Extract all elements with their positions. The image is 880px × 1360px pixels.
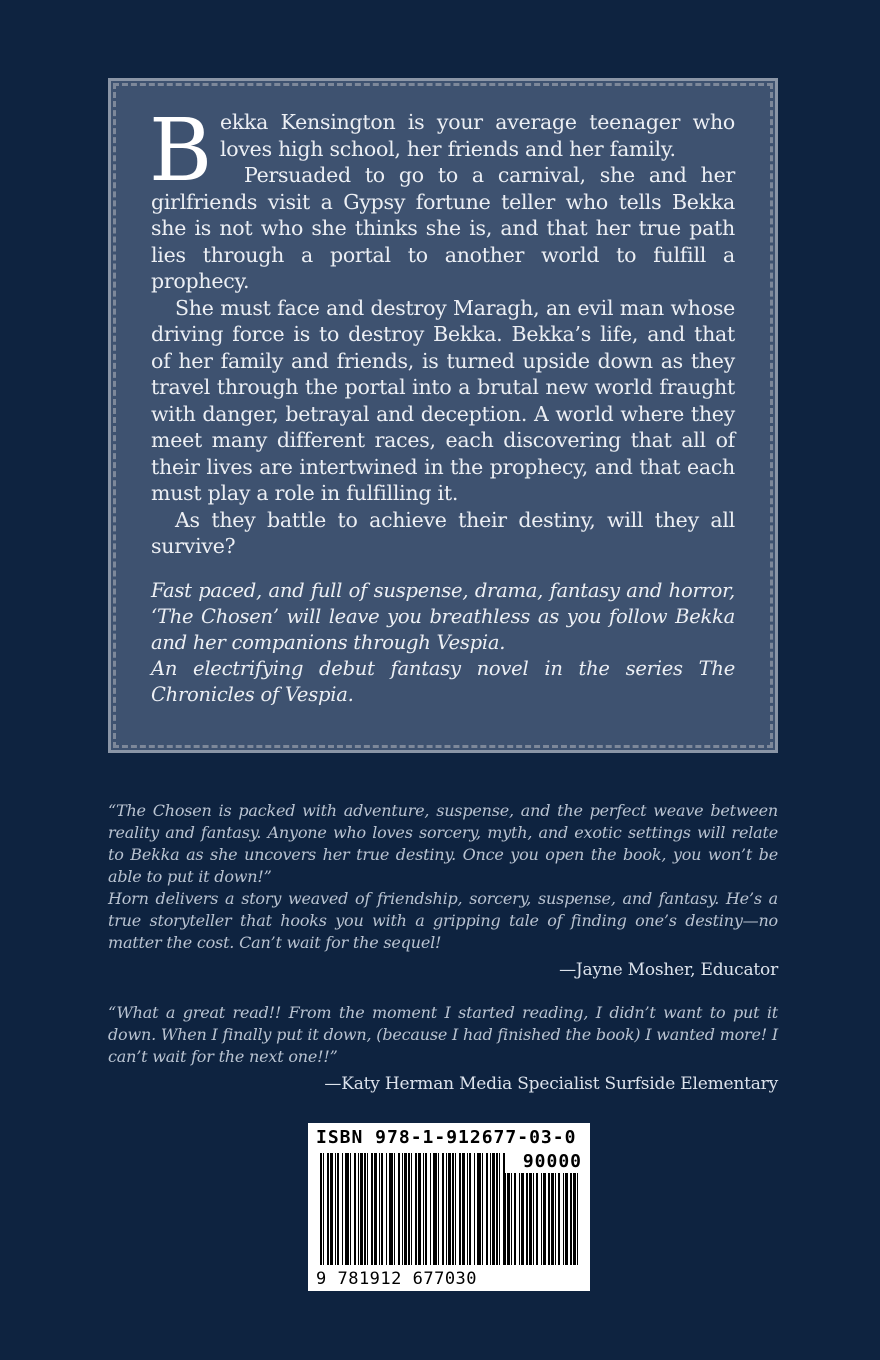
isbn-label: ISBN 978-1-912677-03-0 <box>316 1127 577 1148</box>
barcode-bar <box>423 1153 424 1265</box>
barcode-bar <box>482 1153 483 1265</box>
barcode-bar <box>337 1153 339 1265</box>
barcode-bar <box>474 1153 475 1265</box>
barcode-bar <box>573 1173 576 1265</box>
review-2-attribution: —Katy Herman Media Specialist Surfside Elementary <box>324 1074 778 1094</box>
barcode-bar <box>446 1153 447 1265</box>
barcode-bar <box>418 1153 421 1265</box>
barcode-bar <box>496 1153 498 1265</box>
review-2-text: “What a great read!! From the moment I started reading, I didn’t want to put it down. When I finally put it down, (because I had finished the book) I wanted more! I can’t wait for the next one!!” <box>108 1003 778 1066</box>
barcode-bar <box>411 1153 412 1265</box>
barcode-bar <box>354 1153 356 1265</box>
barcode-bar <box>323 1153 324 1265</box>
barcode-bar <box>514 1173 516 1265</box>
barcode-bar <box>551 1173 554 1265</box>
barcode-bar <box>394 1153 395 1265</box>
barcode-bar <box>335 1153 336 1265</box>
blurb-paragraph-3: She must face and destroy Maragh, an evil man whose driving force is to destroy Bekka. Bekka’s life, and that of her family and friends, is turned upside down as they travel through the portal into a brutal new world fraught with danger, betrayal and deception. A world where they meet many different races, each discovering that all of their lives are intertwined in the prophecy, and that each must play a role in fulfilling it. <box>151 295 735 505</box>
review-1-text-1: “The Chosen is packed with adventure, suspense, and the perfect weave between reality and fantasy. Anyone who loves sorcery, myth, and exotic settings will relate to Bekka as she uncovers her true destiny. Once you open the book, you won’t be able to put it down!” <box>108 801 778 886</box>
barcode-bar <box>504 1173 506 1265</box>
barcode-bar <box>360 1153 363 1265</box>
blurb-panel <box>108 78 778 753</box>
barcode-bar <box>327 1153 329 1265</box>
barcode-bar <box>455 1153 456 1265</box>
barcode-bar <box>386 1153 387 1265</box>
price-code: 90000 <box>522 1151 582 1172</box>
barcode-bar <box>490 1153 491 1265</box>
barcode-bar <box>379 1153 380 1265</box>
barcode-bar <box>381 1153 383 1265</box>
barcode-bars-addon <box>504 1173 582 1265</box>
review-1-text-2: Horn delivers a story weaved of friendship, sorcery, suspense, and fantasy. He’s a true storyteller that hooks you with a gripping tale of finding one’s destiny—no matter the cost. Can’t wait for the sequel! <box>108 889 778 952</box>
barcode-bar <box>430 1153 431 1265</box>
ean-digits: 9 781912 677030 <box>316 1269 478 1289</box>
barcode-bar <box>342 1153 343 1265</box>
barcode-bar <box>577 1173 578 1265</box>
barcode-bar <box>433 1153 437 1265</box>
barcode-bar <box>477 1153 481 1265</box>
barcode-bar <box>507 1173 510 1265</box>
barcode-bar <box>448 1153 451 1265</box>
barcode-bar <box>462 1153 465 1265</box>
barcode-bar <box>408 1153 410 1265</box>
barcode-bar <box>438 1153 439 1265</box>
barcode-bar <box>529 1173 532 1265</box>
barcode-bar <box>563 1173 564 1265</box>
barcode-bar <box>570 1173 572 1265</box>
barcode-bar <box>526 1173 528 1265</box>
barcode-bar <box>565 1173 568 1265</box>
barcode-bar <box>320 1153 322 1265</box>
barcode-bar <box>486 1153 488 1265</box>
barcode-bar <box>459 1153 461 1265</box>
barcode-bar <box>402 1153 403 1265</box>
barcode-bar <box>558 1173 560 1265</box>
blurb-tagline-2: An electrifying debut fantasy novel in the series The Chronicles of Vespia. <box>151 656 735 706</box>
drop-cap: B <box>149 101 212 201</box>
barcode-bar <box>345 1153 349 1265</box>
barcode-bar <box>499 1153 500 1265</box>
barcode-bars-main <box>320 1153 506 1265</box>
barcode-bar <box>374 1153 377 1265</box>
blurb-paragraph-1: ekka Kensington is your average teenager who loves high school, her friends and her family. <box>219 110 735 161</box>
barcode-bar <box>555 1173 556 1265</box>
barcode-bar <box>389 1153 393 1265</box>
review-1-attribution: —Jayne Mosher, Educator <box>559 960 778 980</box>
blurb-paragraph-4: As they battle to achieve their destiny, will they all survive? <box>151 507 735 558</box>
barcode-bar <box>350 1153 351 1265</box>
barcode-bar <box>358 1153 359 1265</box>
barcode-bar <box>543 1173 546 1265</box>
barcode-bar <box>398 1153 400 1265</box>
barcode-bar <box>467 1153 468 1265</box>
barcode-bar <box>452 1153 454 1265</box>
barcode-bar <box>404 1153 407 1265</box>
barcode-bar <box>548 1173 550 1265</box>
barcode-bar <box>521 1173 524 1265</box>
barcode-bar <box>442 1153 444 1265</box>
blurb-paragraph-2: Persuaded to go to a carnival, she and her girlfriends visit a Gypsy fortune teller who tells Bekka she is not who she thinks she is, and that her true path lies through a portal to another world to fulfill a prophecy. <box>151 163 735 293</box>
barcode-bar <box>469 1153 471 1265</box>
barcode-bar <box>511 1173 512 1265</box>
blurb-text <box>149 101 735 730</box>
barcode-bar <box>330 1153 333 1265</box>
barcode-bar <box>415 1153 417 1265</box>
barcode-bar <box>519 1173 520 1265</box>
barcode-bar <box>492 1153 495 1265</box>
barcode-bar <box>367 1153 368 1265</box>
barcode-bar <box>425 1153 427 1265</box>
barcode-bar <box>533 1173 534 1265</box>
blurb-tagline-1: Fast paced, and full of suspense, drama, fantasy and horror, ‘The Chosen’ will leave you breathless as you follow Bekka and her companions through Vespia. <box>151 578 735 654</box>
barcode-bar <box>536 1173 538 1265</box>
barcode-bar <box>371 1153 373 1265</box>
barcode-bar <box>364 1153 366 1265</box>
reviews-section <box>108 800 778 1096</box>
isbn-barcode <box>308 1123 590 1291</box>
barcode-bar <box>541 1173 542 1265</box>
